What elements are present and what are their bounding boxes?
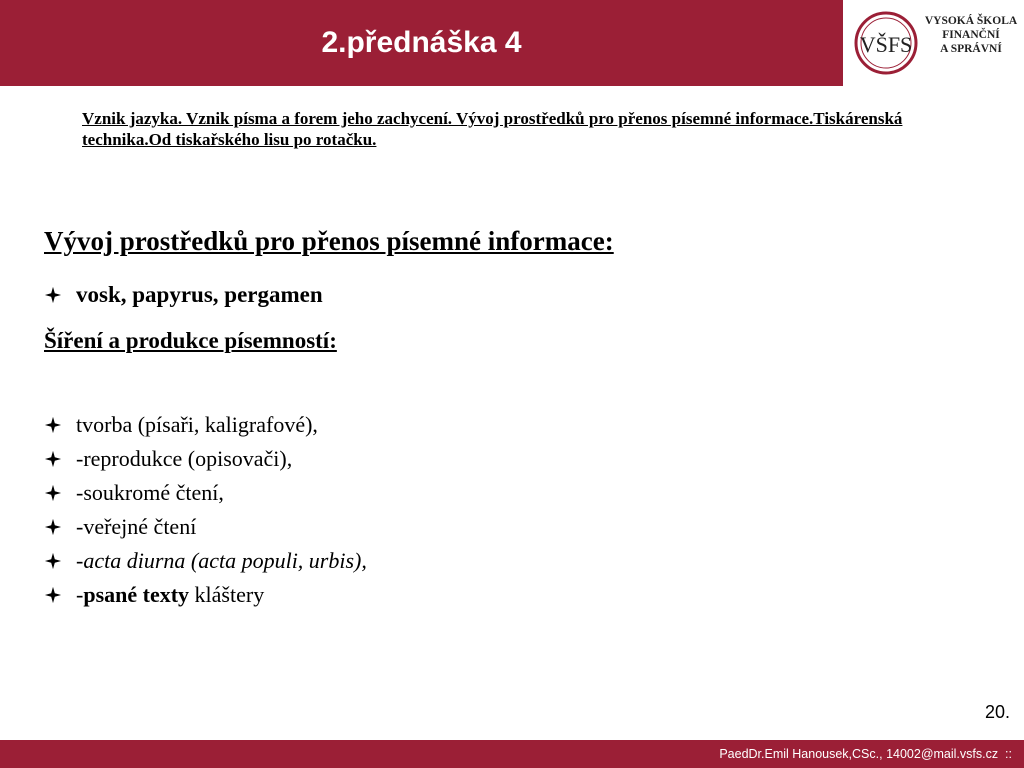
school-logo bbox=[843, 0, 1024, 86]
bullet-text: -soukromé čtení, bbox=[76, 480, 224, 505]
section-heading-distribution: Šíření a produkce písemností: bbox=[44, 328, 337, 353]
footer-author: PaedDr.Emil Hanousek,CSc., 14002@mail.vsfs.cz :: bbox=[719, 747, 1012, 761]
bullet-text: -reprodukce (opisovači), bbox=[76, 446, 293, 471]
school-name bbox=[921, 14, 1021, 56]
svg-text:VŠFS: VŠFS bbox=[859, 32, 913, 57]
bullet-text: -veřejné čtení bbox=[76, 514, 197, 539]
bullet-text-prefix: - bbox=[76, 582, 84, 607]
slide-title: 2.přednáška 4 bbox=[321, 26, 522, 59]
bullet-text: vosk, papyrus, pergamen bbox=[76, 282, 323, 307]
diamond-bullet-icon bbox=[44, 284, 76, 306]
page-number: 20. bbox=[984, 702, 1010, 722]
bullet-item bbox=[44, 582, 264, 608]
header-bar bbox=[0, 0, 1024, 86]
bullet-item bbox=[44, 480, 224, 506]
diamond-bullet-icon bbox=[44, 550, 76, 572]
bullet-item bbox=[44, 514, 196, 540]
bullet-item bbox=[44, 282, 323, 308]
diamond-bullet-icon bbox=[44, 516, 76, 538]
vsfs-logo-icon bbox=[853, 10, 919, 76]
footer-bar bbox=[0, 740, 1024, 768]
diamond-bullet-icon bbox=[44, 482, 76, 504]
school-name-line3: A SPRÁVNÍ bbox=[940, 43, 1002, 55]
diamond-bullet-icon bbox=[44, 414, 76, 436]
lecture-topics: Vznik jazyka. Vznik písma a forem jeho zachycení. Vývoj prostředků pro přenos písemné informace.Tiskárenská technika.Od tiskařského lisu po rotačku. bbox=[82, 109, 903, 149]
bullet-text: tvorba (písaři, kaligrafové), bbox=[76, 412, 318, 437]
school-name-line1: VYSOKÁ ŠKOLA bbox=[924, 15, 1018, 27]
school-name-line2: FINANČNÍ bbox=[942, 29, 1000, 41]
bullet-item bbox=[44, 548, 367, 574]
diamond-bullet-icon bbox=[44, 448, 76, 470]
bullet-text-bold: psané texty bbox=[83, 582, 190, 607]
section-heading-transfer: Vývoj prostředků pro přenos písemné informace: bbox=[44, 226, 614, 256]
bullet-text-suffix: kláštery bbox=[189, 582, 265, 607]
bullet-text: -acta diurna (acta populi, urbis), bbox=[76, 548, 367, 573]
bullet-item bbox=[44, 412, 318, 438]
diamond-bullet-icon bbox=[44, 584, 76, 606]
bullet-item bbox=[44, 446, 292, 472]
